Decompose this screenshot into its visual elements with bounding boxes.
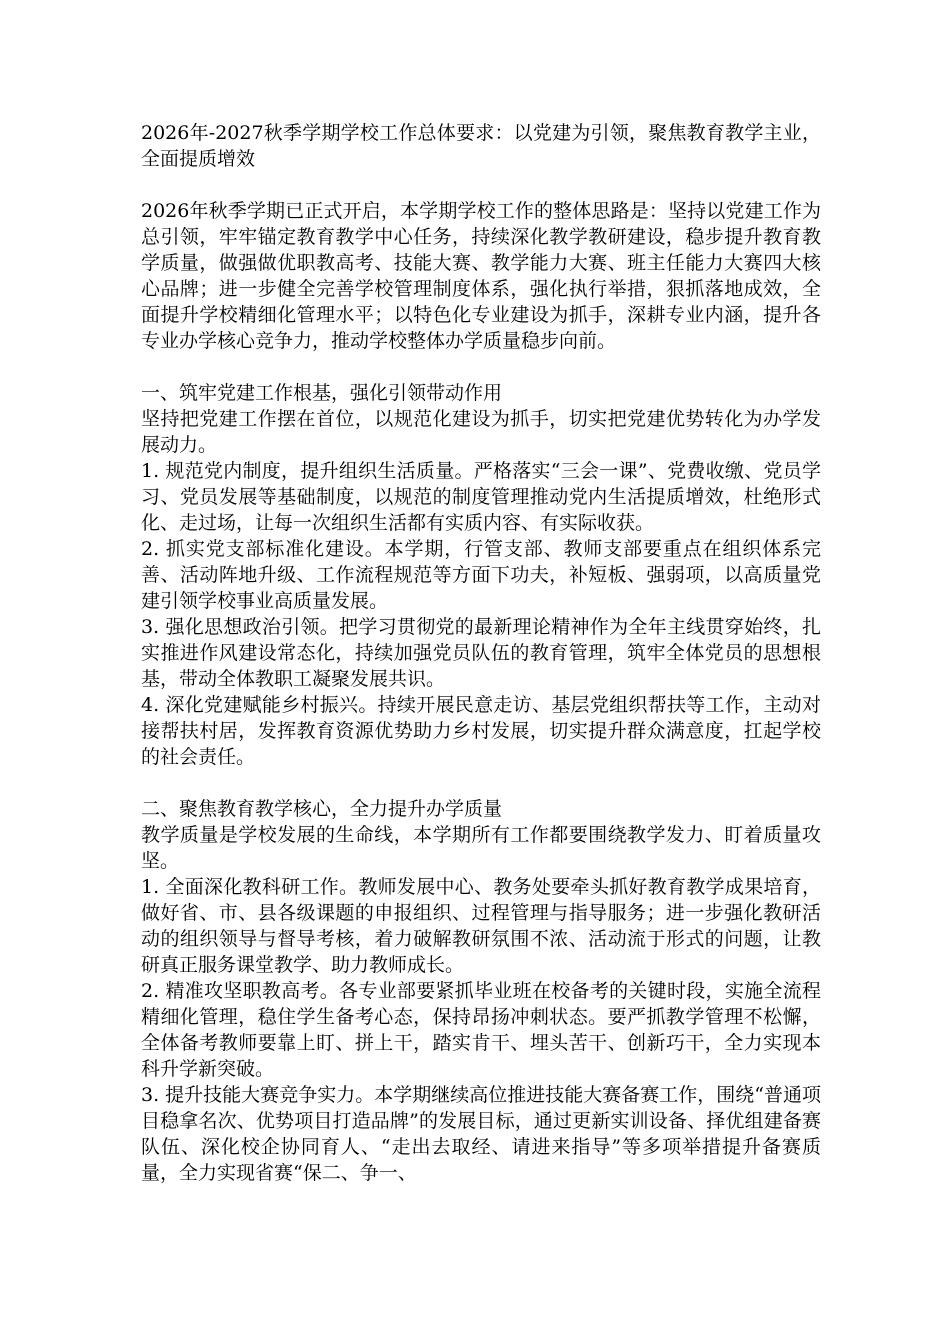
list-item: 1. 全面深化教科研工作。教师发展中心、教务处要牵头抓好教育教学成果培育，做好省、市、县各级课题的申报组织、过程管理与指导服务；进一步强化教研活动的组织领导与督导考核，着力破解教研氛围不浓、活动流于形式的问题，让教研真正服务课堂教学、助力教师成长。 (141, 876, 821, 976)
document-page (141, 120, 821, 1186)
section-lead: 教学质量是学校发展的生命线，本学期所有工作都要围绕教学发力、盯着质量攻坚。 (141, 824, 821, 872)
list-item: 2. 精准攻坚职教高考。各专业部要紧抓毕业班在校备考的关键时段，实施全流程精细化管理，稳住学生备考心态，保持昂扬冲刺状态。要严抓教学管理不松懈，全体备考教师要靠上盯、拼上干，踏实肯干、埋头苦干、创新巧干，全力实现本科升学新突破。 (141, 980, 821, 1080)
list-item: 1. 规范党内制度，提升组织生活质量。严格落实“三会一课”、党费收缴、党员学习、党员发展等基础制度，以规范的制度管理推动党内生活提质增效，杜绝形式化、走过场，让每一次组织生活都有实质内容、有实际收获。 (141, 460, 821, 534)
spacer (141, 354, 821, 380)
list-item: 2. 抓实党支部标准化建设。本学期，行管支部、教师支部要重点在组织体系完善、活动阵地升级、工作流程规范等方面下功夫，补短板、强弱项，以高质量党建引领学校事业高质量发展。 (141, 538, 821, 612)
list-item: 4. 深化党建赋能乡村振兴。持续开展民意走访、基层党组织帮扶等工作，主动对接帮扶村居，发挥教育资源优势助力乡村发展，切实提升群众满意度，扛起学校的社会责任。 (141, 694, 821, 768)
spacer (141, 172, 821, 198)
section-lead: 坚持把党建工作摆在首位，以规范化建设为抓手，切实把党建优势转化为办学发展动力。 (141, 408, 821, 456)
document-title: 2026年-2027秋季学期学校工作总体要求：以党建为引领，聚焦教育教学主业，全面提质增效 (141, 122, 821, 170)
section-heading: 一、筑牢党建工作根基，强化引领带动作用 (141, 382, 503, 404)
spacer (141, 770, 821, 796)
section-heading: 二、聚焦教育教学核心，全力提升办学质量 (141, 798, 503, 820)
list-item: 3. 强化思想政治引领。把学习贯彻党的最新理论精神作为全年主线贯穿始终，扎实推进作风建设常态化，持续加强党员队伍的教育管理，筑牢全体党员的思想根基，带动全体教职工凝聚发展共识。 (141, 616, 821, 690)
list-item: 3. 提升技能大赛竞争实力。本学期继续高位推进技能大赛备赛工作，围绕“普通项目稳拿名次、优势项目打造品牌”的发展目标，通过更新实训设备、择优组建备赛队伍、深化校企协同育人、“走出去取经、请进来指导”等多项举措提升备赛质量，全力实现省赛“保二、争一、 (141, 1084, 821, 1184)
intro-paragraph: 2026年秋季学期已正式开启，本学期学校工作的整体思路是：坚持以党建工作为总引领，牢牢锚定教育教学中心任务，持续深化教学教研建设，稳步提升教育教学质量，做强做优职教高考、技能大赛、教学能力大赛、班主任能力大赛四大核心品牌；进一步健全完善学校管理制度体系，强化执行举措，狠抓落地成效，全面提升学校精细化管理水平；以特色化专业建设为抓手，深耕专业内涵，提升各专业办学核心竞争力，推动学校整体办学质量稳步向前。 (141, 200, 821, 352)
